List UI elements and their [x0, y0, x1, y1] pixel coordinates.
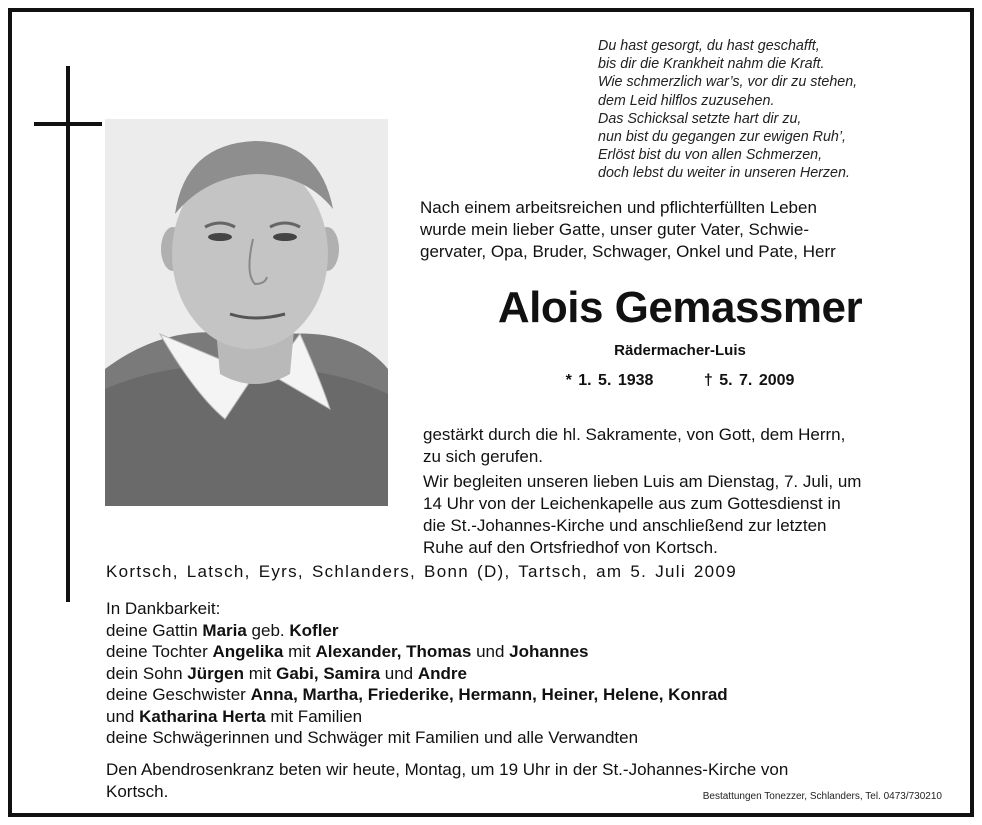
deceased-nickname: Rädermacher-Luis [614, 342, 746, 359]
poem-line: bis dir die Krankheit nahm die Kraft. [598, 56, 825, 73]
life-dates [420, 372, 940, 390]
rosary-line: Den Abendrosenkranz beten wir heute, Montag, um 19 Uhr in der St.-Johannes-Kirche von [106, 760, 789, 779]
funeral-details [423, 424, 943, 559]
cross-icon-bar [34, 122, 102, 126]
body-line: zu sich gerufen. [423, 447, 544, 466]
place-and-date: Kortsch, Latsch, Eyrs, Schlanders, Bonn (D), Tartsch, am 5. Juli 2009 [106, 562, 737, 581]
poem-line: Du hast gesorgt, du hast geschafft, [598, 38, 820, 54]
rosary-line: Kortsch. [106, 782, 169, 801]
portrait-illustration [105, 119, 388, 506]
family-line-siblings: deine Geschwister Anna, Martha, Friederike, Hermann, Heiner, Helene, Konrad [106, 685, 728, 704]
poem-line: nun bist du gegangen zur ewigen Ruh’, [598, 129, 846, 146]
death-date: † 5. 7. 2009 [703, 372, 795, 389]
poem-line: Das Schicksal setzte hart dir zu, [598, 110, 802, 127]
family-heading: In Dankbarkeit: [106, 599, 221, 618]
portrait-photo [105, 119, 388, 506]
body-line: 14 Uhr von der Leichenkapelle aus zum Gottesdienst in [423, 494, 841, 513]
family-line-son: dein Sohn Jürgen mit Gabi, Samira und Andre [106, 663, 467, 683]
intro-text [420, 197, 940, 263]
poem-line: Wie schmerzlich war’s, vor dir zu stehen, [598, 74, 858, 91]
memorial-poem [598, 37, 928, 183]
intro-line: Nach einem arbeitsreichen und pflichterfüllten Leben [420, 198, 817, 217]
body-line: gestärkt durch die hl. Sakramente, von Gott, dem Herrn, [423, 425, 846, 444]
family-list [106, 598, 728, 749]
rosary-notice [106, 759, 788, 803]
poem-line: doch lebst du weiter in unseren Herzen. [598, 165, 850, 182]
family-line-daughter: deine Tochter Angelika mit Alexander, Thomas und Johannes [106, 642, 589, 661]
undertaker-credit: Bestattungen Tonezzer, Schlanders, Tel. 0473/730210 [702, 791, 942, 802]
body-line: Wir begleiten unseren lieben Luis am Dienstag, 7. Juli, um [423, 472, 862, 491]
family-line-spouse: deine Gattin Maria geb. Kofler [106, 620, 339, 640]
cross-icon [66, 66, 70, 602]
body-line: Ruhe auf den Ortsfriedhof von Kortsch. [423, 538, 718, 557]
poem-line: dem Leid hilflos zuzusehen. [598, 92, 775, 109]
family-line-in-laws: deine Schwägerinnen und Schwäger mit Familien und alle Verwandten [106, 728, 639, 747]
intro-line: wurde mein lieber Gatte, unser guter Vater, Schwie- [420, 220, 809, 239]
intro-line: gervater, Opa, Bruder, Schwager, Onkel und Pate, Herr [420, 242, 836, 261]
family-line-sibling-extra: und Katharina Herta mit Familien [106, 706, 363, 726]
deceased-name: Alois Gemassmer [497, 283, 863, 332]
poem-line: Erlöst bist du von allen Schmerzen, [598, 147, 823, 164]
birth-date: * 1. 5. 1938 [565, 372, 654, 389]
body-line: die St.-Johannes-Kirche und anschließend zur letzten [423, 516, 827, 535]
